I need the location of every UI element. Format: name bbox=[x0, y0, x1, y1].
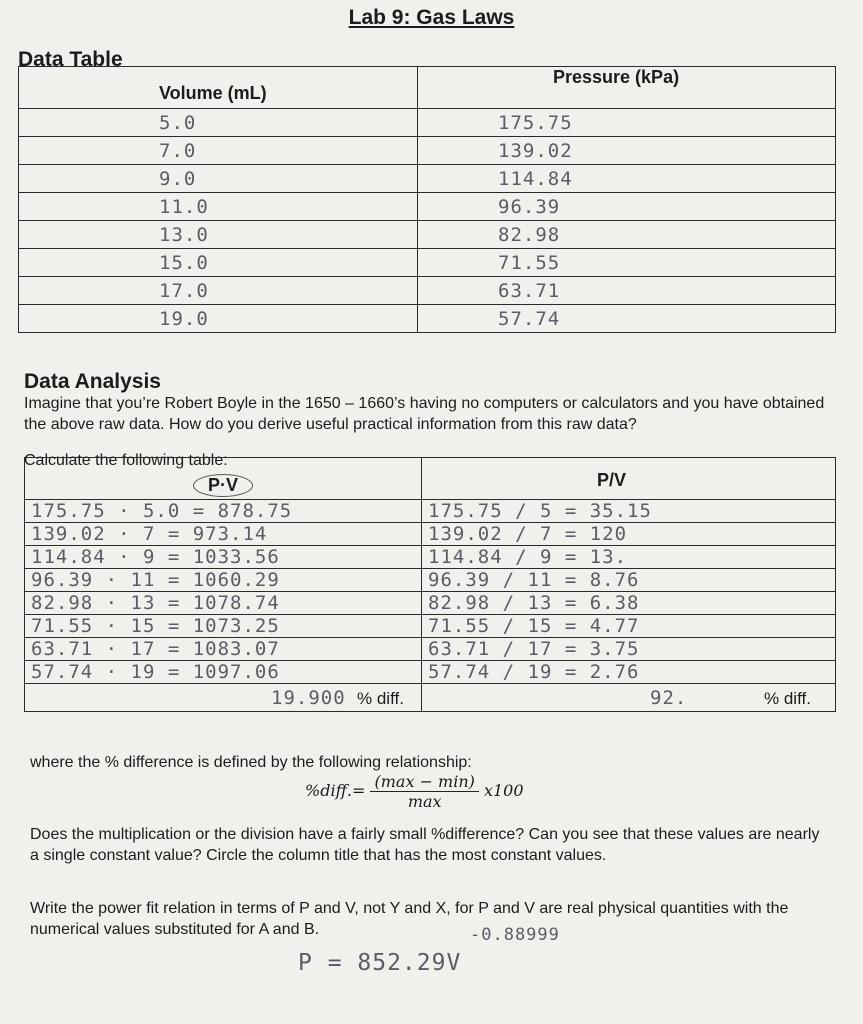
percent-diff-formula bbox=[305, 772, 524, 811]
table-row bbox=[19, 109, 836, 137]
answer-exponent: -0.88999 bbox=[470, 925, 560, 945]
p-over-v-column-title: P/V bbox=[597, 470, 627, 490]
table-row bbox=[25, 523, 836, 546]
pressure-value: 96.39 bbox=[498, 195, 561, 218]
pv-header-cell bbox=[25, 458, 422, 500]
pv-calculation: 175.75 · 5.0 = 878.75 bbox=[31, 500, 293, 522]
calc-prompt: Calculate the following table: bbox=[24, 452, 228, 469]
page-title: Lab 9: Gas Laws bbox=[348, 6, 515, 29]
p-over-v-calculation: 96.39 / 11 = 8.76 bbox=[428, 569, 640, 591]
table-row bbox=[19, 137, 836, 165]
pressure-value: 139.02 bbox=[498, 139, 573, 162]
table-row bbox=[19, 221, 836, 249]
p-over-v-calculation: 175.75 / 5 = 35.15 bbox=[428, 500, 652, 522]
formula-lead: where the % difference is defined by the following relationship: bbox=[30, 754, 472, 771]
table-row bbox=[25, 569, 836, 592]
pressure-value: 63.71 bbox=[498, 279, 561, 302]
formula-numerator: (max − min) bbox=[370, 772, 478, 792]
data-table bbox=[18, 66, 836, 333]
p-over-v-calculation: 114.84 / 9 = 13. bbox=[428, 546, 628, 568]
pressure-value: 82.98 bbox=[498, 223, 561, 246]
volume-header-cell bbox=[19, 67, 418, 109]
table-row bbox=[19, 165, 836, 193]
answer-equation: P = 852.29V bbox=[298, 950, 462, 976]
pressure-value: 114.84 bbox=[498, 167, 573, 190]
volume-value: 11.0 bbox=[159, 195, 209, 218]
volume-value: 9.0 bbox=[159, 167, 197, 190]
pressure-header-cell bbox=[418, 67, 836, 109]
p-over-v-diff-value: 92. bbox=[650, 687, 688, 709]
formula-denominator: max bbox=[407, 792, 442, 811]
question-power-fit: Write the power fit relation in terms of P and V, not Y and X, for P and V are real physical quantities with the numerical values substituted for A and B. bbox=[30, 900, 789, 938]
volume-value: 19.0 bbox=[159, 307, 209, 330]
table-row bbox=[25, 546, 836, 569]
pv-calculation: 114.84 · 9 = 1033.56 bbox=[31, 546, 280, 568]
diff-row bbox=[25, 684, 836, 712]
table-row bbox=[25, 661, 836, 684]
volume-value: 7.0 bbox=[159, 139, 197, 162]
table-row bbox=[25, 500, 836, 523]
table-row bbox=[25, 615, 836, 638]
pressure-value: 175.75 bbox=[498, 111, 573, 134]
volume-column-title: Volume (mL) bbox=[159, 83, 267, 103]
pressure-value: 57.74 bbox=[498, 307, 561, 330]
p-over-v-calculation: 63.71 / 17 = 3.75 bbox=[428, 638, 640, 660]
p-over-v-diff-label: % diff. bbox=[764, 689, 811, 708]
pv-calculation: 82.98 · 13 = 1078.74 bbox=[31, 592, 280, 614]
pv-calculation: 71.55 · 15 = 1073.25 bbox=[31, 615, 280, 637]
formula-lhs: %diff.= bbox=[305, 781, 366, 800]
pv-calculation: 139.02 · 7 = 973.14 bbox=[31, 523, 268, 545]
pressure-column-title: Pressure (kPa) bbox=[553, 67, 680, 87]
p-over-v-calculation: 82.98 / 13 = 6.38 bbox=[428, 592, 640, 614]
p-over-v-calculation: 57.74 / 19 = 2.76 bbox=[428, 661, 640, 683]
formula-rhs: x100 bbox=[483, 781, 524, 800]
volume-value: 17.0 bbox=[159, 279, 209, 302]
pressure-value: 71.55 bbox=[498, 251, 561, 274]
data-analysis-heading: Data Analysis bbox=[24, 370, 161, 393]
table-row bbox=[25, 592, 836, 615]
p-over-v-calculation: 139.02 / 7 = 120 bbox=[428, 523, 628, 545]
volume-value: 15.0 bbox=[159, 251, 209, 274]
volume-value: 5.0 bbox=[159, 111, 197, 134]
analysis-table bbox=[24, 457, 836, 712]
pv-calculation: 63.71 · 17 = 1083.07 bbox=[31, 638, 280, 660]
volume-value: 13.0 bbox=[159, 223, 209, 246]
pv-calculation: 57.74 · 19 = 1097.06 bbox=[31, 661, 280, 683]
table-row bbox=[19, 193, 836, 221]
table-row bbox=[19, 249, 836, 277]
table-row bbox=[19, 305, 836, 333]
p-over-v-calculation: 71.55 / 15 = 4.77 bbox=[428, 615, 640, 637]
analysis-intro: Imagine that you’re Robert Boyle in the 1650 – 1660’s having no computers or calculators and you have obtained the above raw data. How do you derive useful practical information from this raw data? bbox=[24, 395, 825, 433]
table-row bbox=[19, 277, 836, 305]
p-over-v-header-cell bbox=[422, 458, 836, 500]
question-constant-values: Does the multiplication or the division have a fairly small %difference? Can you see that these values are nearly a single constant value? Circle the column title that has the most constant values. bbox=[30, 826, 820, 864]
data-table-heading: Data Table bbox=[18, 48, 123, 71]
pv-column-title: P·V bbox=[193, 474, 253, 497]
pv-calculation: 96.39 · 11 = 1060.29 bbox=[31, 569, 280, 591]
table-row bbox=[25, 638, 836, 661]
pv-diff-value: 19.900 bbox=[271, 687, 346, 709]
pv-diff-label: % diff. bbox=[357, 689, 404, 708]
